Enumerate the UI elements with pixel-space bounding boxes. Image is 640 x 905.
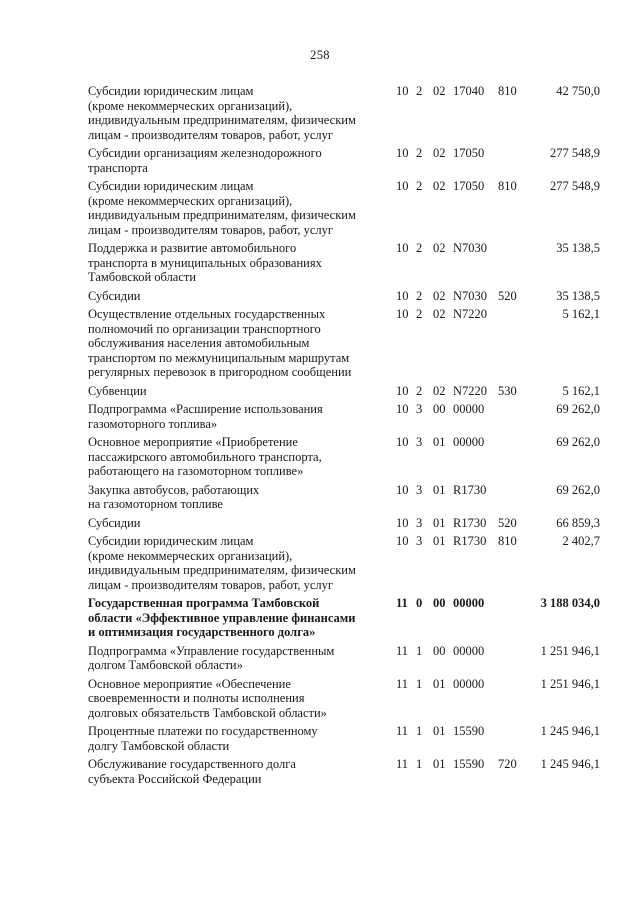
code-section: 10	[396, 179, 409, 193]
item-name-line: транспорта	[88, 160, 148, 175]
code-section: 10	[396, 146, 409, 160]
item-name-line: Субсидии юридическим лицам	[88, 534, 254, 548]
code-group: 00	[433, 643, 446, 658]
code-section: 10	[396, 288, 409, 303]
code-item: 00000	[453, 435, 485, 449]
item-name-line: Закупка автобусов, работающих	[88, 482, 260, 497]
table-row	[88, 435, 600, 479]
code-subsection: 3	[416, 482, 423, 497]
item-name-line: Субсидии	[88, 288, 141, 303]
item-name	[88, 757, 373, 786]
code-item: R1730	[453, 534, 487, 548]
item-name-line: Основное мероприятие «Приобретение	[88, 435, 298, 449]
amount: 1 251 946,1	[540, 643, 600, 658]
item-name-line: обслуживания населения автомобильным	[88, 336, 310, 350]
code-item: 00000	[453, 596, 485, 610]
code-expense-type: 720	[498, 757, 517, 771]
table-row	[88, 179, 600, 237]
table-row	[88, 516, 600, 531]
code-section: 11	[396, 643, 409, 658]
table-row	[88, 289, 600, 304]
amount: 35 138,5	[556, 241, 600, 255]
item-name-line: полномочий по организации транспортного	[88, 321, 321, 336]
code-item: N7220	[453, 307, 488, 321]
code-group: 01	[433, 676, 446, 691]
amount: 277 548,9	[550, 146, 600, 160]
item-name-line: долговых обязательств Тамбовской области»	[88, 705, 327, 720]
item-name	[88, 677, 373, 721]
amount: 1 251 946,1	[540, 676, 600, 691]
item-name-line: Обслуживание государственного долга	[88, 757, 296, 771]
budget-table	[88, 84, 600, 790]
code-subsection: 1	[416, 757, 423, 771]
amount: 5 162,1	[562, 307, 600, 321]
code-group: 01	[433, 515, 446, 530]
amount: 277 548,9	[550, 179, 600, 193]
table-row	[88, 724, 600, 753]
item-name-line: лицам - производителям товаров, работ, услуг	[88, 577, 334, 592]
code-item: 15590	[453, 757, 485, 771]
item-name-line: Государственная программа Тамбовской	[88, 596, 320, 610]
page-number: 258	[310, 48, 330, 62]
code-group: 02	[433, 288, 446, 303]
item-name-line: Поддержка и развитие автомобильного	[88, 241, 297, 255]
code-item: 00000	[453, 643, 485, 658]
code-subsection: 2	[416, 241, 423, 255]
table-row	[88, 677, 600, 721]
table-row	[88, 644, 600, 673]
item-name	[88, 435, 373, 479]
amount: 66 859,3	[556, 515, 600, 530]
item-name-line: субъекта Российской Федерации	[88, 771, 262, 786]
code-section: 11	[396, 724, 409, 738]
code-section: 11	[396, 757, 409, 771]
item-name-line: (кроме некоммерческих организаций),	[88, 548, 293, 563]
code-item: 17040	[453, 84, 485, 98]
code-expense-type: 810	[498, 179, 517, 193]
code-group: 01	[433, 482, 446, 497]
code-item: 17050	[453, 179, 485, 193]
code-group: 01	[433, 757, 446, 771]
item-name	[88, 724, 373, 753]
amount: 69 262,0	[556, 482, 600, 497]
item-name	[88, 241, 373, 285]
item-name-line: области «Эффективное управление финансами	[88, 610, 356, 625]
code-subsection: 0	[416, 596, 423, 610]
item-name	[88, 516, 373, 531]
item-name	[88, 84, 373, 142]
table-row	[88, 384, 600, 399]
code-section: 10	[396, 534, 409, 548]
code-expense-type: 520	[498, 515, 517, 530]
item-name-line: на газомоторном топливе	[88, 497, 223, 511]
code-subsection: 2	[416, 146, 423, 160]
code-subsection: 1	[416, 643, 423, 658]
code-section: 11	[396, 676, 409, 691]
amount: 1 245 946,1	[540, 724, 600, 738]
code-section: 10	[396, 383, 409, 398]
item-name	[88, 402, 373, 431]
code-group: 01	[433, 435, 446, 449]
code-group: 02	[433, 179, 446, 193]
code-section: 10	[396, 435, 409, 449]
item-name-line: индивидуальным предпринимателям, физическим	[88, 563, 356, 577]
item-name-line: (кроме некоммерческих организаций),	[88, 193, 293, 208]
item-name-line: лицам - производителям товаров, работ, услуг	[88, 127, 334, 142]
table-row	[88, 596, 600, 640]
code-expense-type: 810	[498, 534, 517, 548]
item-name-line: индивидуальным предпринимателям, физическим	[88, 208, 356, 222]
code-subsection: 2	[416, 288, 423, 303]
item-name-line: Подпрограмма «Расширение использования	[88, 402, 323, 416]
item-name	[88, 384, 373, 399]
amount: 2 402,7	[562, 534, 600, 548]
item-name-line: лицам - производителям товаров, работ, услуг	[88, 222, 334, 237]
code-subsection: 3	[416, 515, 423, 530]
item-name-line: Субвенции	[88, 383, 147, 398]
code-section: 10	[396, 482, 409, 497]
code-section: 11	[396, 596, 408, 610]
table-row	[88, 146, 600, 175]
code-expense-type: 520	[498, 288, 517, 303]
code-item: N7220	[453, 383, 488, 398]
item-name-line: транспорта в муниципальных образованиях	[88, 255, 322, 270]
code-section: 10	[396, 402, 409, 416]
code-group: 02	[433, 84, 446, 98]
item-name-line: своевременности и полноты исполнения	[88, 691, 305, 705]
code-expense-type: 810	[498, 84, 517, 98]
code-group: 00	[433, 596, 446, 610]
item-name-line: индивидуальным предпринимателям, физическим	[88, 113, 356, 127]
table-row	[88, 84, 600, 142]
code-group: 02	[433, 146, 446, 160]
item-name-line: газомоторного топлива»	[88, 416, 218, 431]
item-name-line: Тамбовской области	[88, 270, 197, 284]
code-item: N7030	[453, 288, 488, 303]
item-name	[88, 534, 373, 592]
code-group: 02	[433, 241, 446, 255]
table-row	[88, 534, 600, 592]
table-row	[88, 307, 600, 380]
item-name	[88, 307, 373, 380]
item-name	[88, 483, 373, 512]
amount: 1 245 946,1	[540, 757, 600, 771]
item-name-line: Основное мероприятие «Обеспечение	[88, 676, 291, 691]
code-item: 17050	[453, 146, 485, 160]
code-group: 02	[433, 307, 446, 321]
item-name	[88, 289, 373, 304]
item-name-line: Субсидии юридическим лицам	[88, 84, 254, 98]
table-row	[88, 483, 600, 512]
code-subsection: 2	[416, 383, 423, 398]
item-name	[88, 179, 373, 237]
item-name-line: работающего на газомоторном топливе»	[88, 464, 304, 478]
table-row	[88, 241, 600, 285]
amount: 5 162,1	[562, 383, 600, 398]
item-name-line: долгом Тамбовской области»	[88, 658, 243, 672]
item-name-line: пассажирского автомобильного транспорта,	[88, 449, 322, 464]
code-subsection: 2	[416, 179, 423, 193]
code-section: 10	[396, 241, 409, 255]
item-name-line: и оптимизация государственного долга»	[88, 625, 316, 639]
code-item: 00000	[453, 402, 485, 416]
item-name-line: Субсидии юридическим лицам	[88, 179, 254, 193]
code-group: 00	[433, 402, 446, 416]
code-subsection: 2	[416, 84, 423, 98]
code-group: 01	[433, 534, 446, 548]
amount: 42 750,0	[556, 84, 600, 98]
code-section: 10	[396, 84, 409, 98]
code-subsection: 1	[416, 724, 423, 738]
amount: 69 262,0	[556, 435, 600, 449]
code-group: 01	[433, 724, 446, 738]
code-subsection: 3	[416, 402, 423, 416]
code-item: R1730	[453, 515, 487, 530]
code-subsection: 3	[416, 435, 423, 449]
amount: 3 188 034,0	[540, 596, 600, 610]
code-item: R1730	[453, 482, 487, 497]
code-subsection: 1	[416, 676, 423, 691]
code-item: 15590	[453, 724, 485, 738]
amount: 35 138,5	[556, 288, 600, 303]
item-name	[88, 146, 373, 175]
code-subsection: 2	[416, 307, 423, 321]
code-section: 10	[396, 307, 409, 321]
code-expense-type: 530	[498, 383, 517, 398]
item-name-line: Процентные платежи по государственному	[88, 724, 318, 738]
amount: 69 262,0	[556, 402, 600, 416]
item-name-line: Субсидии организациям железнодорожного	[88, 146, 322, 160]
item-name-line: Подпрограмма «Управление государственным	[88, 643, 335, 658]
item-name-line: транспортом по межмуниципальным маршрутам	[88, 350, 350, 365]
code-section: 10	[396, 515, 409, 530]
code-item: 00000	[453, 676, 485, 691]
item-name	[88, 596, 373, 640]
item-name	[88, 644, 373, 673]
code-item: N7030	[453, 241, 488, 255]
table-row	[88, 402, 600, 431]
table-row	[88, 757, 600, 786]
item-name-line: Субсидии	[88, 515, 141, 530]
code-group: 02	[433, 383, 446, 398]
item-name-line: (кроме некоммерческих организаций),	[88, 98, 293, 113]
code-subsection: 3	[416, 534, 423, 548]
item-name-line: Осуществление отдельных государственных	[88, 307, 326, 321]
item-name-line: регулярных перевозок в пригородном сообщении	[88, 365, 352, 379]
item-name-line: долгу Тамбовской области	[88, 738, 230, 753]
